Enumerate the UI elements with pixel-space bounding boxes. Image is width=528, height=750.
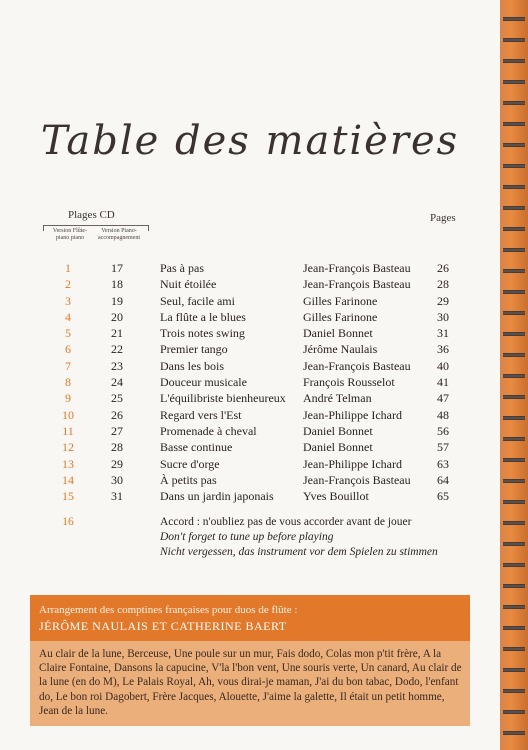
pages-header: Pages — [430, 212, 456, 224]
accord-fr: Accord : n'oubliez pas de vous accorder avant de jouer — [160, 516, 412, 528]
toc-row — [0, 457, 500, 473]
toc-row — [0, 277, 500, 293]
toc-author: Jean-François Basteau — [303, 277, 411, 292]
toc-title: Douceur musicale — [160, 375, 247, 390]
toc-page: 63 — [437, 456, 449, 471]
accord-track: 16 — [62, 516, 74, 528]
toc-track: 12 — [62, 440, 74, 455]
toc-title: Sucre d'orge — [160, 456, 220, 471]
toc-page: 47 — [437, 391, 449, 406]
toc-page: 36 — [437, 342, 449, 357]
toc-row — [0, 261, 500, 277]
toc-title: Nuit étoilée — [160, 277, 217, 292]
toc-title: Regard vers l'Est — [160, 407, 242, 422]
toc-track: 9 — [65, 391, 71, 406]
toc-page: 40 — [437, 358, 449, 373]
toc-track: 13 — [62, 456, 74, 471]
toc-title: L'équilibriste bienheureux — [160, 391, 286, 406]
toc-row — [0, 408, 500, 424]
toc-author: Yves Bouillot — [303, 489, 369, 504]
toc-row — [0, 359, 500, 375]
toc-piano-track: 18 — [111, 277, 123, 292]
toc-row — [0, 310, 500, 326]
arranger-et: ET — [151, 619, 168, 633]
toc-author: Daniel Bonnet — [303, 423, 373, 438]
toc-row — [0, 375, 500, 391]
toc-piano-track: 28 — [111, 440, 123, 455]
toc-title: Promenade à cheval — [160, 423, 257, 438]
comptines-box-header — [30, 599, 470, 641]
toc-title: Basse continue — [160, 440, 233, 455]
toc-piano-track: 17 — [111, 261, 123, 275]
toc-title: La flûte a le blues — [160, 309, 246, 324]
toc-piano-track: 29 — [111, 456, 123, 471]
toc-author: Jean-Philippe Ichard — [303, 407, 402, 422]
toc-author: Daniel Bonnet — [303, 326, 373, 341]
toc-title: Dans les bois — [160, 358, 224, 373]
toc-page: 48 — [437, 407, 449, 422]
toc-row — [0, 440, 500, 456]
toc-row — [0, 391, 500, 407]
toc-track: 3 — [65, 293, 71, 308]
toc-row — [0, 326, 500, 342]
toc-author: Gilles Farinone — [303, 293, 378, 308]
toc-track: 1 — [65, 261, 71, 275]
accord-en: Don't forget to tune up before playing — [160, 531, 334, 543]
arranger-2: CATHERINE BAERT — [170, 619, 287, 633]
toc-track: 14 — [62, 472, 74, 487]
toc-piano-track: 23 — [111, 358, 123, 373]
toc-author: Jean-François Basteau — [303, 261, 411, 275]
binding-rings — [503, 8, 525, 744]
toc-piano-track: 24 — [111, 375, 123, 390]
toc-title: Seul, facile ami — [160, 293, 235, 308]
toc-track: 6 — [65, 342, 71, 357]
toc-page: 30 — [437, 309, 449, 324]
toc-author: Jérôme Naulais — [303, 342, 378, 357]
toc-page: 57 — [437, 440, 449, 455]
toc-piano-track: 30 — [111, 472, 123, 487]
toc-piano-track: 19 — [111, 293, 123, 308]
toc-track: 5 — [65, 326, 71, 341]
comptines-heading: Arrangement des comptines françaises pour duos de flûte : — [39, 604, 298, 616]
toc-page: 28 — [437, 277, 449, 292]
toc-row — [0, 424, 500, 440]
toc-title: À petits pas — [160, 472, 217, 487]
version-piano-label: Version Piano-accompagnement — [98, 228, 140, 241]
accord-de: Nicht vergessen, das instrument vor dem Spielen zu stimmen — [160, 546, 438, 558]
toc-page: 31 — [437, 326, 449, 341]
comptines-box — [30, 595, 470, 726]
toc-row — [0, 489, 500, 505]
toc-track: 11 — [62, 423, 74, 438]
page-title: Table des matières — [40, 118, 460, 164]
arrangers-line — [39, 619, 287, 634]
toc-page: 64 — [437, 472, 449, 487]
toc-track: 4 — [65, 309, 71, 324]
toc-page: 26 — [437, 261, 449, 275]
toc-piano-track: 25 — [111, 391, 123, 406]
toc-track: 8 — [65, 375, 71, 390]
comptines-list: Au clair de la lune, Berceuse, Une poule sur un mur, Fais dodo, Colas mon p'tit frère, A la Claire Fontaine, Dansons la capucine, V'la l'bon vent, Une souris verte, Un canard, Au clair de la lune (en do M), Le Palais Royal, Ah, vous dirai-je maman, J'ai du bon tabac, Dodo, l'enfant do, Le bon roi Dagobert, Frère Jacques, Alouette, J'aime la galette, Il était un petit homme, Jean de la lune. — [39, 648, 462, 717]
toc-piano-track: 20 — [111, 309, 123, 324]
toc-piano-track: 27 — [111, 423, 123, 438]
toc-author: Daniel Bonnet — [303, 440, 373, 455]
toc-page: 29 — [437, 293, 449, 308]
toc-title: Premier tango — [160, 342, 228, 357]
toc-track: 2 — [65, 277, 71, 292]
toc-row — [0, 342, 500, 358]
toc-row — [0, 294, 500, 310]
toc-page: 56 — [437, 423, 449, 438]
toc-table — [0, 261, 500, 505]
toc-track: 15 — [62, 489, 74, 504]
toc-piano-track: 21 — [111, 326, 123, 341]
toc-row — [0, 473, 500, 489]
toc-author: André Telman — [303, 391, 372, 406]
version-flute-piano-label: Version Flûte-piano piano — [52, 228, 88, 241]
toc-piano-track: 22 — [111, 342, 123, 357]
toc-author: Jean-François Basteau — [303, 472, 411, 487]
toc-piano-track: 31 — [111, 489, 123, 504]
toc-author: Jean-Philippe Ichard — [303, 456, 402, 471]
toc-author: François Rousselot — [303, 375, 395, 390]
toc-title: Trois notes swing — [160, 326, 245, 341]
toc-author: Jean-François Basteau — [303, 358, 411, 373]
toc-piano-track: 26 — [111, 407, 123, 422]
toc-title: Pas à pas — [160, 261, 204, 275]
plages-cd-header: Plages CD — [68, 209, 115, 221]
toc-track: 7 — [65, 358, 71, 373]
toc-author: Gilles Farinone — [303, 309, 378, 324]
spiral-binding — [500, 0, 528, 750]
arranger-1: JÉRÔME NAULAIS — [39, 619, 149, 633]
toc-page: 65 — [437, 489, 449, 504]
toc-title: Dans un jardin japonais — [160, 489, 274, 504]
toc-track: 10 — [62, 407, 74, 422]
toc-page: 41 — [437, 375, 449, 390]
